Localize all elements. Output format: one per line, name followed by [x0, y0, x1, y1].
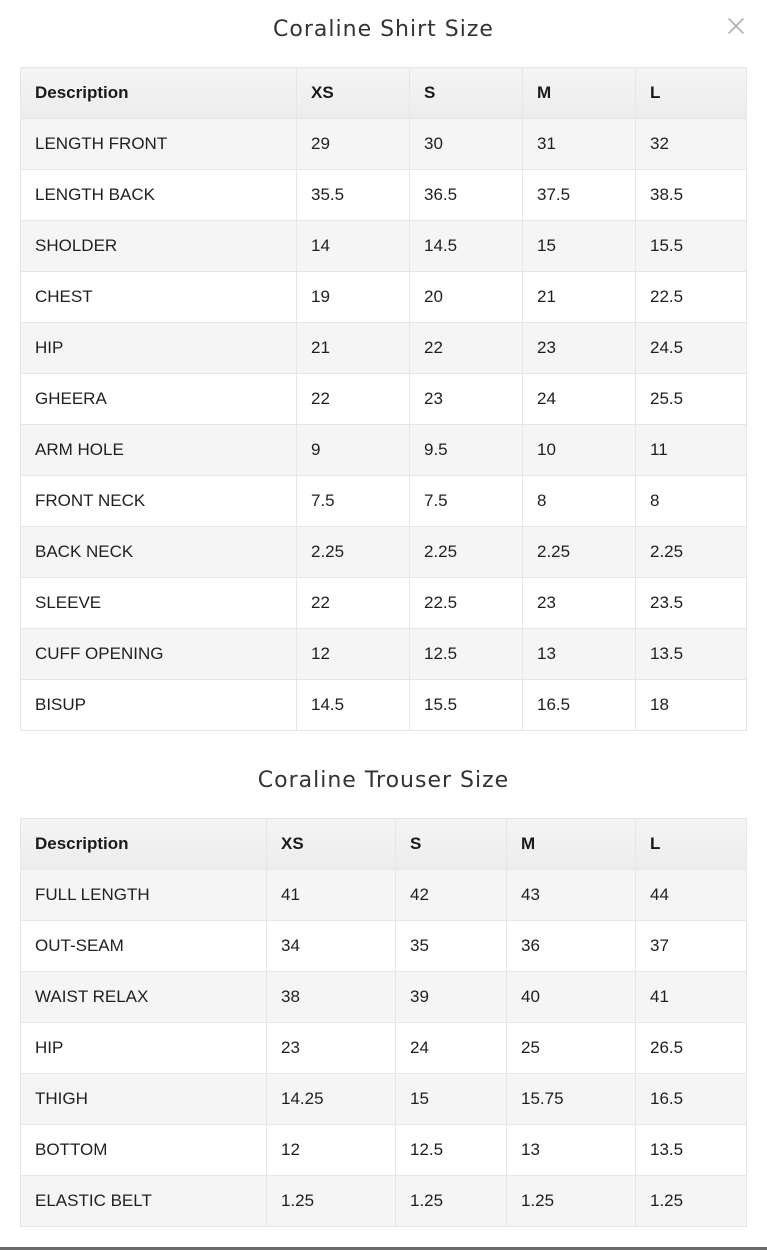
measurement-value-cell: 22.5 [636, 272, 747, 323]
measurement-value-cell: 43 [507, 870, 636, 921]
table-body [21, 870, 747, 1227]
measurement-value-cell: 36.5 [410, 170, 523, 221]
measurement-value-cell: 36 [507, 921, 636, 972]
column-header-size: L [636, 819, 747, 870]
measurement-value-cell: 22 [297, 578, 410, 629]
measurement-value-cell: 2.25 [523, 527, 636, 578]
measurement-value-cell: 8 [523, 476, 636, 527]
measurement-value-cell: 37 [636, 921, 747, 972]
table-row [21, 119, 747, 170]
measurement-label-cell: BACK NECK [21, 527, 297, 578]
measurement-value-cell: 25 [507, 1023, 636, 1074]
measurement-value-cell: 16.5 [523, 680, 636, 731]
measurement-value-cell: 12 [297, 629, 410, 680]
measurement-value-cell: 13.5 [636, 1125, 747, 1176]
measurement-value-cell: 9 [297, 425, 410, 476]
measurement-value-cell: 38.5 [636, 170, 747, 221]
measurement-value-cell: 1.25 [636, 1176, 747, 1227]
measurement-value-cell: 22 [410, 323, 523, 374]
table-row [21, 870, 747, 921]
measurement-value-cell: 1.25 [267, 1176, 396, 1227]
trouser-size-table [20, 818, 747, 1227]
measurement-value-cell: 41 [636, 972, 747, 1023]
table-row [21, 1023, 747, 1074]
column-header-size: M [523, 68, 636, 119]
measurement-value-cell: 23.5 [636, 578, 747, 629]
measurement-value-cell: 14.25 [267, 1074, 396, 1125]
measurement-value-cell: 22 [297, 374, 410, 425]
measurement-value-cell: 15 [396, 1074, 507, 1125]
measurement-value-cell: 30 [410, 119, 523, 170]
table-row [21, 1125, 747, 1176]
measurement-value-cell: 2.25 [636, 527, 747, 578]
table-row [21, 1074, 747, 1125]
measurement-value-cell: 18 [636, 680, 747, 731]
table-row [21, 476, 747, 527]
measurement-label-cell: FRONT NECK [21, 476, 297, 527]
shirt-size-table [20, 67, 747, 731]
measurement-value-cell: 20 [410, 272, 523, 323]
measurement-label-cell: HIP [21, 1023, 267, 1074]
measurement-value-cell: 14 [297, 221, 410, 272]
measurement-value-cell: 12.5 [410, 629, 523, 680]
measurement-label-cell: ELASTIC BELT [21, 1176, 267, 1227]
table-row [21, 221, 747, 272]
measurement-value-cell: 15 [523, 221, 636, 272]
measurement-value-cell: 37.5 [523, 170, 636, 221]
column-header-size: S [410, 68, 523, 119]
measurement-label-cell: CHEST [21, 272, 297, 323]
table-header-row [21, 68, 747, 119]
measurement-value-cell: 15.5 [636, 221, 747, 272]
table-row [21, 629, 747, 680]
table-row [21, 323, 747, 374]
measurement-value-cell: 13 [523, 629, 636, 680]
measurement-label-cell: BISUP [21, 680, 297, 731]
measurement-value-cell: 35 [396, 921, 507, 972]
measurement-label-cell: SHOLDER [21, 221, 297, 272]
measurement-value-cell: 35.5 [297, 170, 410, 221]
column-header-size: S [396, 819, 507, 870]
measurement-label-cell: LENGTH BACK [21, 170, 297, 221]
measurement-value-cell: 23 [267, 1023, 396, 1074]
column-header-description: Description [21, 68, 297, 119]
measurement-value-cell: 39 [396, 972, 507, 1023]
column-header-size: L [636, 68, 747, 119]
measurement-value-cell: 15.5 [410, 680, 523, 731]
measurement-label-cell: WAIST RELAX [21, 972, 267, 1023]
trouser-size-title: Coraline Trouser Size [257, 768, 510, 793]
measurement-value-cell: 22.5 [410, 578, 523, 629]
table-row [21, 680, 747, 731]
column-header-size: M [507, 819, 636, 870]
measurement-value-cell: 14.5 [297, 680, 410, 731]
measurement-label-cell: GHEERA [21, 374, 297, 425]
measurement-label-cell: FULL LENGTH [21, 870, 267, 921]
measurement-value-cell: 23 [523, 323, 636, 374]
measurement-label-cell: ARM HOLE [21, 425, 297, 476]
measurement-value-cell: 12 [267, 1125, 396, 1176]
shirt-size-title: Coraline Shirt Size [273, 17, 494, 42]
column-header-size: XS [267, 819, 396, 870]
measurement-value-cell: 42 [396, 870, 507, 921]
measurement-value-cell: 8 [636, 476, 747, 527]
measurement-value-cell: 21 [523, 272, 636, 323]
measurement-value-cell: 2.25 [297, 527, 410, 578]
table-row [21, 1176, 747, 1227]
measurement-value-cell: 32 [636, 119, 747, 170]
measurement-label-cell: HIP [21, 323, 297, 374]
measurement-label-cell: OUT-SEAM [21, 921, 267, 972]
table-row [21, 578, 747, 629]
measurement-value-cell: 21 [297, 323, 410, 374]
measurement-value-cell: 16.5 [636, 1074, 747, 1125]
measurement-value-cell: 15.75 [507, 1074, 636, 1125]
measurement-value-cell: 23 [410, 374, 523, 425]
measurement-value-cell: 1.25 [507, 1176, 636, 1227]
measurement-value-cell: 11 [636, 425, 747, 476]
measurement-value-cell: 44 [636, 870, 747, 921]
measurement-label-cell: CUFF OPENING [21, 629, 297, 680]
column-header-size: XS [297, 68, 410, 119]
measurement-label-cell: BOTTOM [21, 1125, 267, 1176]
measurement-value-cell: 14.5 [410, 221, 523, 272]
measurement-value-cell: 41 [267, 870, 396, 921]
table-header-row [21, 819, 747, 870]
measurement-value-cell: 40 [507, 972, 636, 1023]
table-row [21, 527, 747, 578]
table-body [21, 119, 747, 731]
measurement-value-cell: 13.5 [636, 629, 747, 680]
measurement-label-cell: THIGH [21, 1074, 267, 1125]
table-row [21, 374, 747, 425]
measurement-value-cell: 24 [396, 1023, 507, 1074]
measurement-value-cell: 7.5 [297, 476, 410, 527]
measurement-value-cell: 29 [297, 119, 410, 170]
measurement-value-cell: 13 [507, 1125, 636, 1176]
table-row [21, 272, 747, 323]
table-row [21, 972, 747, 1023]
measurement-value-cell: 24 [523, 374, 636, 425]
column-header-description: Description [21, 819, 267, 870]
measurement-value-cell: 25.5 [636, 374, 747, 425]
measurement-value-cell: 34 [267, 921, 396, 972]
measurement-value-cell: 2.25 [410, 527, 523, 578]
table-row [21, 425, 747, 476]
measurement-value-cell: 12.5 [396, 1125, 507, 1176]
measurement-value-cell: 26.5 [636, 1023, 747, 1074]
measurement-label-cell: LENGTH FRONT [21, 119, 297, 170]
measurement-value-cell: 31 [523, 119, 636, 170]
table-row [21, 170, 747, 221]
measurement-value-cell: 24.5 [636, 323, 747, 374]
measurement-label-cell: SLEEVE [21, 578, 297, 629]
measurement-value-cell: 23 [523, 578, 636, 629]
measurement-value-cell: 38 [267, 972, 396, 1023]
measurement-value-cell: 9.5 [410, 425, 523, 476]
table-row [21, 921, 747, 972]
measurement-value-cell: 19 [297, 272, 410, 323]
measurement-value-cell: 10 [523, 425, 636, 476]
measurement-value-cell: 1.25 [396, 1176, 507, 1227]
measurement-value-cell: 7.5 [410, 476, 523, 527]
